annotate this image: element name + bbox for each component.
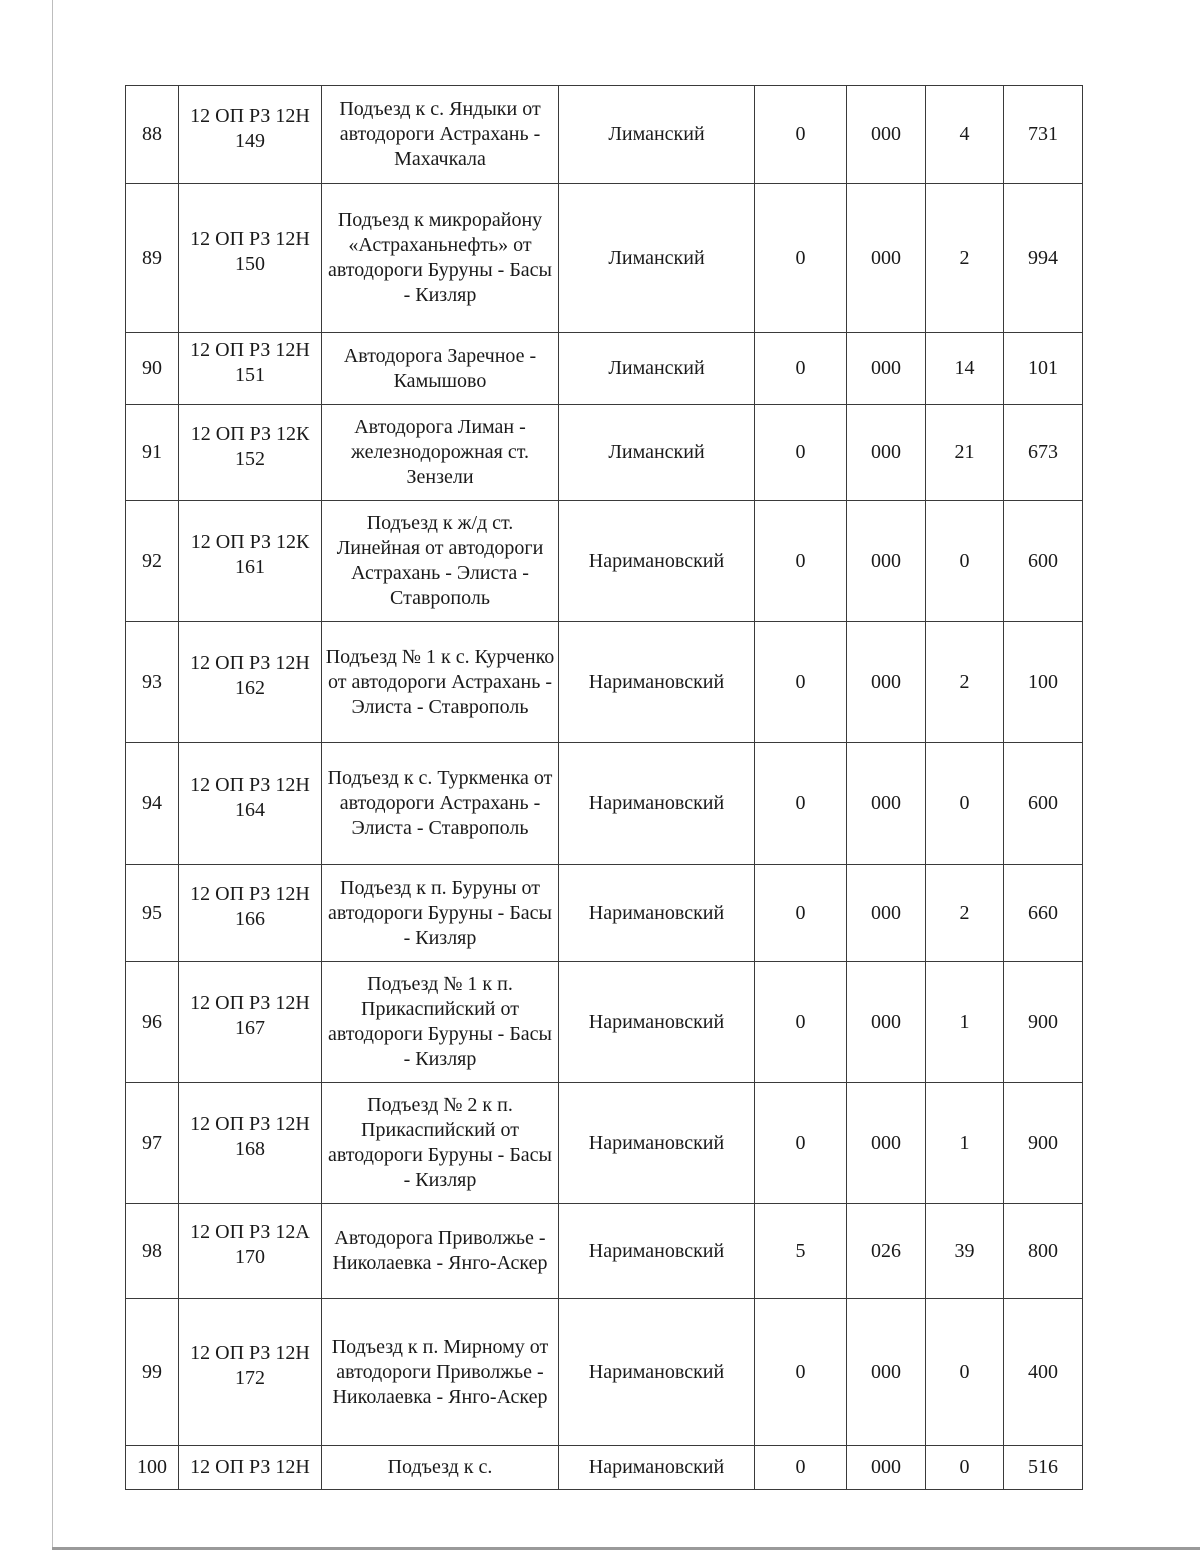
- road-code: [179, 405, 322, 501]
- table-row: [126, 501, 1083, 622]
- road-code-line1: 12 ОП РЗ 12Н: [190, 1456, 310, 1478]
- value-cell: 39: [926, 1204, 1004, 1299]
- value-cell: 0: [755, 86, 847, 184]
- value-cell: 5: [755, 1204, 847, 1299]
- road-code-line2: 172: [235, 1367, 265, 1389]
- value-cell: 1: [926, 1083, 1004, 1204]
- district: Наримановский: [559, 622, 755, 743]
- value-cell: 000: [847, 865, 926, 962]
- value-cell: 0: [755, 622, 847, 743]
- roads-table-body: [126, 86, 1083, 1490]
- value-cell: 000: [847, 405, 926, 501]
- value-cell: 0: [755, 1299, 847, 1446]
- road-code-line2: 167: [235, 1017, 265, 1039]
- table-row: [126, 405, 1083, 501]
- road-code: [179, 1204, 322, 1299]
- value-cell: 4: [926, 86, 1004, 184]
- district: Наримановский: [559, 743, 755, 865]
- page-edge-bottom: [52, 1547, 1200, 1550]
- table-row: [126, 1083, 1083, 1204]
- value-cell: 0: [755, 501, 847, 622]
- road-code-line1: 12 ОП РЗ 12Н: [190, 773, 310, 796]
- table-row: [126, 1446, 1083, 1490]
- road-code: [179, 962, 322, 1083]
- row-number: 96: [126, 962, 179, 1083]
- road-name: Подъезд к п. Буруны от автодороги Буруны - Басы - Кизляр: [322, 865, 559, 962]
- value-cell: 0: [755, 184, 847, 333]
- value-cell: 0: [926, 1446, 1004, 1490]
- value-cell: 1: [926, 962, 1004, 1083]
- value-cell: 0: [755, 962, 847, 1083]
- table-row: [126, 184, 1083, 333]
- table-row: [126, 1204, 1083, 1299]
- road-code: [179, 622, 322, 743]
- value-cell: 000: [847, 184, 926, 333]
- road-name: Подъезд к п. Мирному от автодороги Приволжье - Николаевка - Янго-Аскер: [322, 1299, 559, 1446]
- value-cell: 0: [926, 1299, 1004, 1446]
- road-code-line1: 12 ОП РЗ 12Н: [190, 228, 310, 250]
- road-code: [179, 501, 322, 622]
- value-cell: 516: [1004, 1446, 1083, 1490]
- road-code-line2: 168: [235, 1138, 265, 1160]
- row-number: 94: [126, 743, 179, 865]
- district: Лиманский: [559, 405, 755, 501]
- value-cell: 0: [926, 501, 1004, 622]
- value-cell: 2: [926, 184, 1004, 333]
- road-code-line1: 12 ОП РЗ 12Н: [190, 1342, 310, 1364]
- row-number: 89: [126, 184, 179, 333]
- road-code-line2: 166: [235, 908, 265, 930]
- value-cell: 731: [1004, 86, 1083, 184]
- road-code: [179, 1299, 322, 1446]
- district: Наримановский: [559, 501, 755, 622]
- road-code-line1: 12 ОП РЗ 12Н: [190, 992, 310, 1014]
- value-cell: 2: [926, 865, 1004, 962]
- row-number: 98: [126, 1204, 179, 1299]
- value-cell: 000: [847, 1299, 926, 1446]
- road-code-line2: 170: [235, 1246, 265, 1268]
- road-code-line1: 12 ОП РЗ 12Н: [190, 883, 310, 905]
- row-number: 92: [126, 501, 179, 622]
- road-name: Автодорога Лиман - железнодорожная ст. Зензели: [322, 405, 559, 501]
- value-cell: 000: [847, 962, 926, 1083]
- value-cell: 994: [1004, 184, 1083, 333]
- value-cell: 0: [755, 1083, 847, 1204]
- table-row: [126, 622, 1083, 743]
- value-cell: 0: [755, 865, 847, 962]
- value-cell: 660: [1004, 865, 1083, 962]
- table-row: [126, 333, 1083, 405]
- page-edge-left: [52, 0, 53, 1548]
- road-code-line1: 12 ОП РЗ 12Н: [190, 104, 310, 127]
- road-code-line1: 12 ОП РЗ 12Н: [190, 338, 310, 361]
- road-code: [179, 184, 322, 333]
- value-cell: 2: [926, 622, 1004, 743]
- value-cell: 000: [847, 1446, 926, 1490]
- row-number: 90: [126, 333, 179, 405]
- row-number: 88: [126, 86, 179, 184]
- value-cell: 0: [926, 743, 1004, 865]
- roads-table: [125, 85, 1083, 1490]
- district: Наримановский: [559, 865, 755, 962]
- value-cell: 0: [755, 743, 847, 865]
- district: Наримановский: [559, 1083, 755, 1204]
- value-cell: 600: [1004, 743, 1083, 865]
- road-name: Автодорога Приволжье - Николаевка - Янго-Аскер: [322, 1204, 559, 1299]
- table-row: [126, 743, 1083, 865]
- value-cell: 000: [847, 86, 926, 184]
- value-cell: 14: [926, 333, 1004, 405]
- road-code-line2: 150: [235, 253, 265, 275]
- value-cell: 000: [847, 333, 926, 405]
- value-cell: 21: [926, 405, 1004, 501]
- district: Наримановский: [559, 962, 755, 1083]
- road-code: [179, 1446, 322, 1490]
- road-code-line2: 149: [235, 129, 265, 152]
- value-cell: 0: [755, 405, 847, 501]
- road-code-line2: 151: [235, 363, 265, 386]
- value-cell: 0: [755, 333, 847, 405]
- value-cell: 900: [1004, 962, 1083, 1083]
- value-cell: 673: [1004, 405, 1083, 501]
- district: Наримановский: [559, 1446, 755, 1490]
- district: Лиманский: [559, 333, 755, 405]
- district: Лиманский: [559, 184, 755, 333]
- road-name: Подъезд к ж/д ст. Линейная от автодороги Астрахань - Элиста - Ставрополь: [322, 501, 559, 622]
- table-row: [126, 86, 1083, 184]
- value-cell: 400: [1004, 1299, 1083, 1446]
- row-number: 99: [126, 1299, 179, 1446]
- table-row: [126, 1299, 1083, 1446]
- value-cell: 900: [1004, 1083, 1083, 1204]
- road-code-line1: 12 ОП РЗ 12А: [190, 1221, 310, 1243]
- value-cell: 000: [847, 501, 926, 622]
- row-number: 97: [126, 1083, 179, 1204]
- road-code-line2: 162: [235, 677, 265, 699]
- row-number: 91: [126, 405, 179, 501]
- road-name: Автодорога Заречное - Камышово: [322, 333, 559, 405]
- table-row: [126, 962, 1083, 1083]
- road-code-line1: 12 ОП РЗ 12К: [190, 422, 310, 445]
- value-cell: 100: [1004, 622, 1083, 743]
- road-code-line2: 161: [235, 556, 265, 578]
- road-name: Подъезд № 1 к с. Курченко от автодороги Астрахань - Элиста - Ставрополь: [322, 622, 559, 743]
- value-cell: 0: [755, 1446, 847, 1490]
- road-code-line1: 12 ОП РЗ 12К: [190, 531, 310, 553]
- road-code: [179, 1083, 322, 1204]
- value-cell: 600: [1004, 501, 1083, 622]
- value-cell: 000: [847, 743, 926, 865]
- road-name: Подъезд к с. Яндыки от автодороги Астрахань - Махачкала: [322, 86, 559, 184]
- value-cell: 800: [1004, 1204, 1083, 1299]
- row-number: 93: [126, 622, 179, 743]
- road-code-line2: 152: [235, 447, 265, 470]
- value-cell: 101: [1004, 333, 1083, 405]
- value-cell: 000: [847, 1083, 926, 1204]
- road-code: [179, 743, 322, 865]
- district: Наримановский: [559, 1204, 755, 1299]
- road-code: [179, 333, 322, 405]
- road-name: Подъезд к с.: [322, 1446, 559, 1490]
- road-name: Подъезд к с. Туркменка от автодороги Астрахань - Элиста - Ставрополь: [322, 743, 559, 865]
- district: Лиманский: [559, 86, 755, 184]
- road-code-line2: 164: [235, 798, 265, 821]
- value-cell: 000: [847, 622, 926, 743]
- row-number: 95: [126, 865, 179, 962]
- row-number: 100: [126, 1446, 179, 1490]
- road-name: Подъезд № 1 к п. Прикаспийский от автодороги Буруны - Басы - Кизляр: [322, 962, 559, 1083]
- road-name: Подъезд к микрорайону «Астраханьнефть» от автодороги Буруны - Басы - Кизляр: [322, 184, 559, 333]
- road-code: [179, 86, 322, 184]
- road-code-line1: 12 ОП РЗ 12Н: [190, 652, 310, 674]
- value-cell: 026: [847, 1204, 926, 1299]
- road-code: [179, 865, 322, 962]
- road-code-line1: 12 ОП РЗ 12Н: [190, 1113, 310, 1135]
- road-name: Подъезд № 2 к п. Прикаспийский от автодороги Буруны - Басы - Кизляр: [322, 1083, 559, 1204]
- table-row: [126, 865, 1083, 962]
- district: Наримановский: [559, 1299, 755, 1446]
